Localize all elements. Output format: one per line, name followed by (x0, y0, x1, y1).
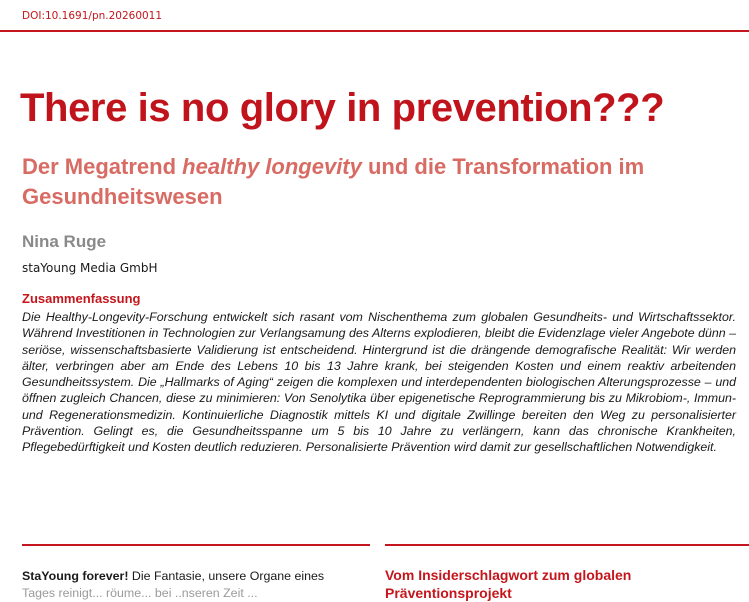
abstract-text: Die Healthy-Longevity-Forschung entwickelt sich rasant vom Nischenthema zum globalen Gesundheits- und Wirtschaftssektor. Während Investitionen in Technologien zur Verlangsamung des Alterns explodieren, bleibt die Evidenzlage vieler Angebote dünn – seriöse, wissenschaftsbasierte Validierung ist entscheidend. Hintergrund ist die drängende demografische Realität: Wir werden älter, verbringen aber am Ende des Lebens 10 bis 13 Jahre krank, bei steigenden Kosten und einem reaktiv arbeitenden Gesundheitssystem. Die „Hallmarks of Aging“ zeigen die komplexen und interdependenten biologischen Alterungsprozesse – und öffnen zugleich Chancen, diese zu minimieren: Von Senolytika über epigenetische Reprogrammierung bis zu Mikrobiom-, Immun- und Regenerationsmedizin. Kontinuierliche Diagnostik mittels KI und digitale Zwillinge bereiten den Weg zu personalisierter Prävention. Gelingt es, die Gesundheitsspanne um 5 bis 10 Jahre zu verlängern, kann das chronische Krankheiten, Pflegebedürftigkeit und Kosten deutlich reduzieren. Personalisierte Prävention wird damit zur gesellschaftlichen Notwendigkeit. (22, 310, 736, 455)
subtitle-part-1: Der Megatrend (22, 154, 183, 179)
section-heading-line-2: Präventionsprojekt (385, 585, 512, 601)
right-column-divider (385, 544, 749, 546)
section-heading-line-1: Vom Insiderschlagwort zum globalen (385, 567, 632, 583)
author-name: Nina Ruge (22, 232, 107, 251)
left-column-divider (22, 544, 370, 546)
subtitle-italic: healthy longevity (182, 154, 362, 179)
section-heading (385, 566, 725, 602)
body-left-line-2: Tages reinigt... röume... bei ..nseren Zeit ... (22, 586, 258, 600)
body-lead-in: StaYoung forever! (22, 569, 129, 583)
subtitle-part-2: und die Transformation im Gesundheitswesen (22, 154, 645, 209)
author-affiliation: staYoung Media GmbH (22, 261, 158, 275)
doi-label[interactable]: DOI:10.1691/pn.20260011 (22, 10, 163, 22)
body-left-column (22, 568, 370, 602)
abstract-heading: Zusammenfassung (22, 291, 141, 306)
article-subtitle (22, 152, 722, 212)
header-divider (0, 30, 749, 32)
body-left-text: Die Fantasie, unsere Organe eines (128, 569, 325, 583)
article-title: There is no glory in prevention??? (20, 86, 665, 130)
